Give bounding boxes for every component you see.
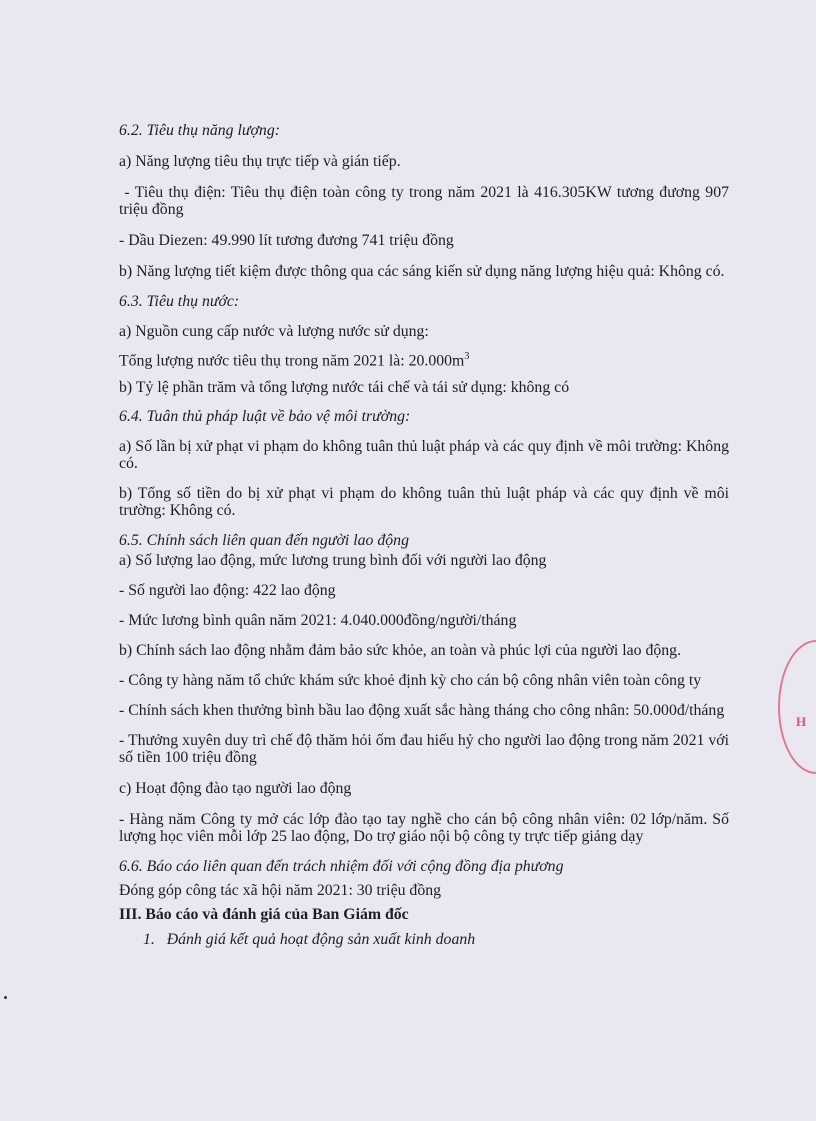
paragraph: a) Nguồn cung cấp nước và lượng nước sử dụng:	[119, 323, 429, 340]
scan-speck	[4, 996, 7, 999]
paragraph: a) Năng lượng tiêu thụ trực tiếp và gián tiếp.	[119, 153, 401, 170]
section-heading-6-3: 6.3. Tiêu thụ nước:	[119, 293, 240, 310]
section-heading-6-5: 6.5. Chính sách liên quan đến người lao động	[119, 532, 409, 550]
paragraph: b) Tỷ lệ phần trăm và tổng lượng nước tái chế và tái sử dụng: không có	[119, 379, 570, 397]
paragraph: a) Số lần bị xử phạt vi phạm do không tuân thủ luật pháp và các quy định về môi trường: Không có.	[119, 438, 729, 473]
paragraph: - Hàng năm Công ty mở các lớp đào tạo tay nghề cho cán bộ công nhân viên: 02 lớp/năm. Số lượng học viên mỗi lớp 25 lao động, Do trợ giáo nội bộ công ty trực tiếp giảng dạy	[119, 811, 729, 846]
paragraph: - Mức lương bình quân năm 2021: 4.040.000đồng/người/tháng	[119, 612, 517, 630]
paragraph: - Chính sách khen thưởng bình bầu lao động xuất sắc hàng tháng cho công nhân: 50.000đ/tháng	[119, 702, 725, 720]
paragraph: - Tiêu thụ điện: Tiêu thụ điện toàn công ty trong năm 2021 là 416.305KW tương đương 907 triệu đồng	[119, 184, 733, 218]
paragraph: b) Năng lượng tiết kiệm được thông qua các sáng kiến sử dụng năng lượng hiệu quả: Không có.	[119, 263, 725, 280]
section-heading-iii: III. Báo cáo và đánh giá của Ban Giám đốc	[119, 906, 409, 924]
stamp-letter: H	[796, 714, 807, 729]
red-stamp-partial	[778, 640, 816, 774]
section-heading-6-4: 6.4. Tuân thủ pháp luật về bảo vệ môi trường:	[119, 408, 411, 426]
section-heading-6-6: 6.6. Báo cáo liên quan đến trách nhiệm đối với cộng đồng địa phương	[119, 858, 564, 876]
paragraph: - Công ty hàng năm tổ chức khám sức khoẻ định kỳ cho cán bộ công nhân viên toàn công ty	[119, 672, 702, 690]
paragraph: - Thưởng xuyên duy trì chế độ thăm hỏi ốm đau hiếu hỷ cho người lao động trong năm 2021 với số tiền 100 triệu đồng	[119, 732, 729, 767]
section-heading-6-2: 6.2. Tiêu thụ năng lượng:	[119, 122, 280, 139]
paragraph: c) Hoạt động đào tạo người lao động	[119, 780, 352, 798]
unit-superscript: 3	[464, 351, 470, 362]
paragraph: - Số người lao động: 422 lao động	[119, 582, 336, 600]
water-total-line	[119, 348, 729, 369]
paragraph: b) Tổng số tiền do bị xử phạt vi phạm do không tuân thủ luật pháp và các quy định về môi trường: Không có.	[119, 485, 729, 520]
paragraph: Đóng góp công tác xã hội năm 2021: 30 triệu đồng	[119, 882, 442, 900]
subheading-1: 1. Đánh giá kết quả hoạt động sản xuất kinh doanh	[143, 931, 476, 949]
paragraph: a) Số lượng lao động, mức lương trung bình đối với người lao động	[119, 552, 547, 570]
paragraph: b) Chính sách lao động nhằm đảm bảo sức khỏe, an toàn và phúc lợi của người lao động.	[119, 642, 682, 660]
water-total-text: Tổng lượng nước tiêu thụ trong năm 2021 là: 20.000m	[119, 352, 465, 370]
paragraph: - Dầu Diezen: 49.990 lít tương đương 741 triệu đồng	[119, 232, 454, 249]
document-body	[119, 122, 733, 949]
